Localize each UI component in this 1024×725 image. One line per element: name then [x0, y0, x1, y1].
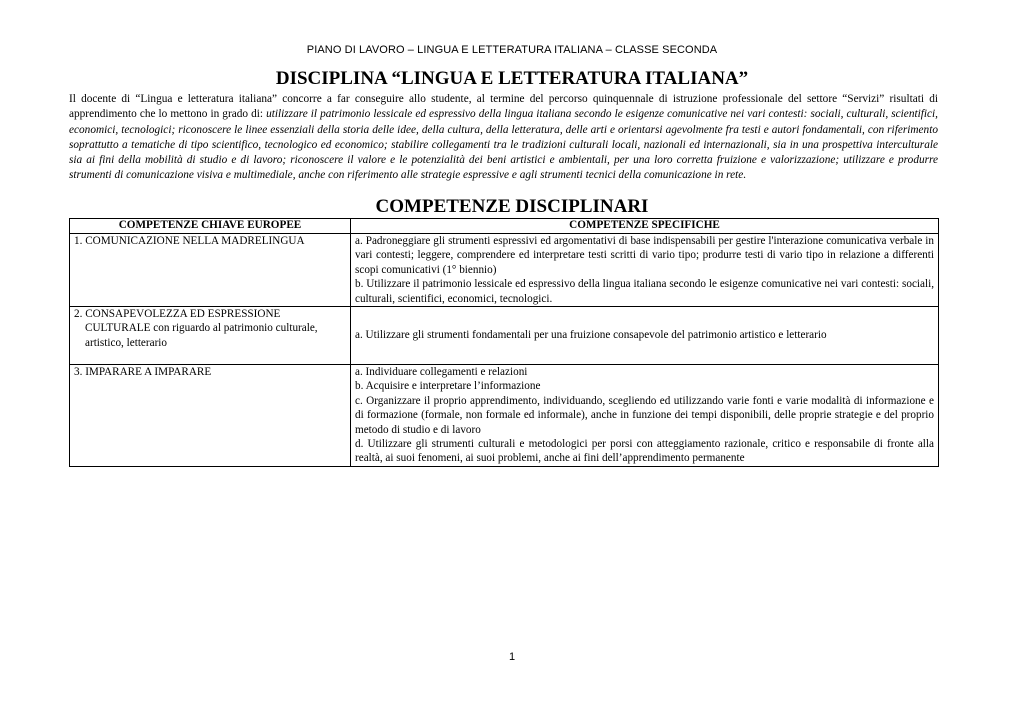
specific-competence-item: a. Individuare collegamenti e relazioni: [355, 366, 528, 379]
document-title: DISCIPLINA “LINGUA E LETTERATURA ITALIANA”: [275, 68, 749, 89]
specific-competences-cell: [351, 234, 939, 307]
column-header-specific-competences: COMPETENZE SPECIFICHE: [351, 219, 939, 234]
key-competence-label: 3. IMPARARE A IMPARARE: [74, 366, 212, 379]
table-row: [70, 307, 939, 365]
specific-competence-item: b. Utilizzare il patrimonio lessicale ed espressivo della lingua italiana secondo le esigenze comunicative nei vari contesti: sociali, culturali, scientifici, economici, tecnologici.: [355, 278, 934, 305]
specific-competence-item: b. Acquisire e interpretare l’informazione: [355, 380, 541, 393]
intro-italic-text: utilizzare il patrimonio lessicale ed espressivo della lingua italiana secondo le esigenze comunicative nei vari contesti: sociali, culturali, scientifici, economici, tecnologici; riconoscere le linee essenziali della storia delle idee, della cultura, della letteratura, delle arti e orientarsi agevolmente fra testi e autori fondamentali, con riferimento soprattutto a tematiche di tipo scientifico, tecnologico ed economico; stabilire collegamenti tra le tradizioni culturali locali, nazionali ed internazionali, sia in una prospettiva interculturale sia ai fini della mobilità di studio e di lavoro; riconoscere il valore e le potenzialità dei beni artistici e ambientali, per una loro corretta fruizione e valorizzazione; utilizzare e produrre strumenti di comunicazione visiva e multimediale, anche con riferimento alle strategie espressive e agli strumenti tecnici della comunicazione in rete.: [69, 108, 939, 182]
table-row: [70, 234, 939, 307]
table-row: [70, 365, 939, 467]
key-competence-cell: [70, 307, 351, 365]
key-competence-cell: [70, 234, 351, 307]
key-competence-label: 2. CONSAPEVOLEZZA ED ESPRESSIONE CULTURALE con riguardo al patrimonio culturale, artistico, letterario: [74, 308, 318, 349]
specific-competence-item: d. Utilizzare gli strumenti culturali e metodologici per porsi con atteggiamento razionale, critico e responsabile di fronte alla realtà, ai suoi fenomeni, ai suoi problemi, anche ai fini dell’apprendimento permanente: [355, 438, 934, 465]
specific-competences-cell: [351, 307, 939, 365]
specific-competence-item: a. Padroneggiare gli strumenti espressivi ed argomentativi di base indispensabili per gestire l'interazione comunicativa verbale in vari contesti; leggere, comprendere ed interpretare testi scritti di vario tipo; produrre testi di vario tipo in relazione a differenti scopi comunicativi (1° biennio): [355, 235, 934, 276]
competences-table: [69, 218, 939, 467]
section-title: COMPETENZE DISCIPLINARI: [375, 196, 649, 217]
column-header-key-competences: COMPETENZE CHIAVE EUROPEE: [70, 219, 351, 234]
page-number: 1: [508, 651, 516, 663]
specific-competence-item: a. Utilizzare gli strumenti fondamentali per una fruizione consapevole del patrimonio artistico e letterario: [355, 328, 827, 341]
key-competence-cell: [70, 365, 351, 467]
table-header-row: [70, 219, 939, 234]
intro-paragraph: [69, 92, 938, 184]
specific-competences-cell: [351, 365, 939, 467]
specific-competence-item: c. Organizzare il proprio apprendimento, individuando, scegliendo ed utilizzando varie fonti e varie modalità di informazione e di formazione (formale, non formale ed informale), anche in funzione dei tempi disponibili, delle proprie strategie e del proprio metodo di studio e di lavoro: [355, 394, 934, 436]
key-competence-label: 1. COMUNICAZIONE NELLA MADRELINGUA: [74, 235, 305, 247]
intro-plain-text: Il docente di “Lingua e letteratura italiana” concorre a far conseguire allo studente, al termine del percorso quinquennale di istruzione professionale del settore “Servizi” risultati di apprendimento che lo mettono in grado di:: [69, 93, 938, 121]
running-header: PIANO DI LAVORO – LINGUA E LETTERATURA ITALIANA – CLASSE SECONDA: [306, 44, 718, 56]
